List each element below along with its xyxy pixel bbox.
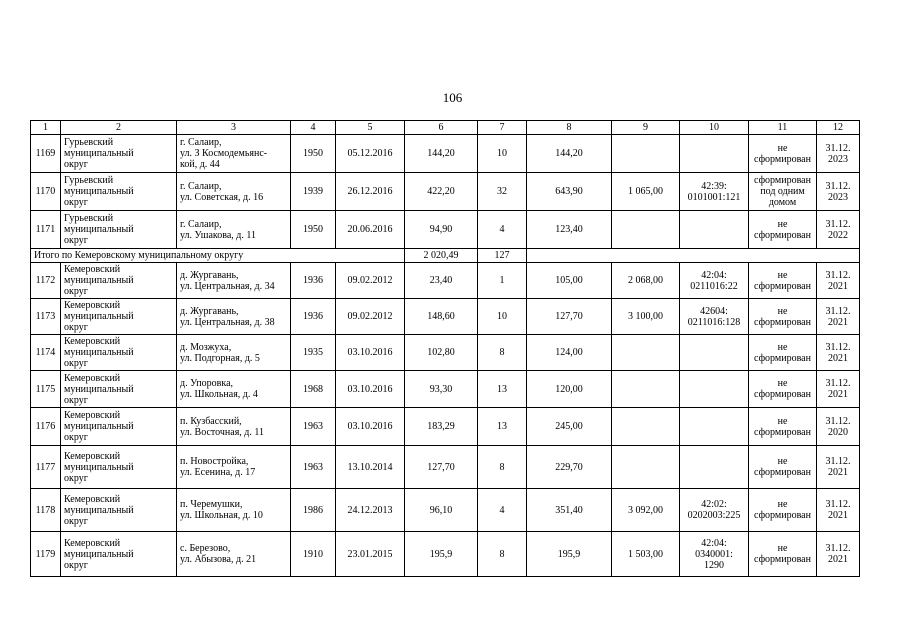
cost-cell: 1 503,00 [612,532,680,577]
cost-cell: 3 100,00 [612,299,680,335]
area-cell: 183,29 [405,408,478,446]
date-cell: 09.02.2012 [336,299,405,335]
column-header: 8 [527,121,612,135]
year-built-cell: 1950 [291,211,336,249]
column-header: 9 [612,121,680,135]
land-area-cell: 105,00 [527,263,612,299]
table-row [31,135,860,173]
column-header: 2 [61,121,177,135]
year-built-cell: 1910 [291,532,336,577]
column-header-row [31,121,860,135]
row-number: 1173 [31,299,61,335]
cadastral-number-cell [680,335,749,371]
total-row [31,249,860,263]
cadastral-number-cell [680,408,749,446]
column-header: 6 [405,121,478,135]
table-row [31,446,860,489]
date-cell: 26.12.2016 [336,173,405,211]
deadline-cell: 31.12. 2023 [817,173,860,211]
municipality-cell: Кемеровский муниципальный округ [61,489,177,532]
deadline-cell: 31.12. 2021 [817,446,860,489]
column-header: 4 [291,121,336,135]
land-area-cell: 127,70 [527,299,612,335]
cadastral-number-cell: 42604: 0211016:128 [680,299,749,335]
municipality-cell: Кемеровский муниципальный округ [61,299,177,335]
date-cell: 03.10.2016 [336,335,405,371]
land-area-cell: 351,40 [527,489,612,532]
deadline-cell: 31.12. 2021 [817,299,860,335]
area-cell: 127,70 [405,446,478,489]
address-cell: п. Кузбасский, ул. Восточная, д. 11 [177,408,291,446]
date-cell: 03.10.2016 [336,408,405,446]
table-row [31,489,860,532]
date-cell: 20.06.2016 [336,211,405,249]
status-cell: не сформирован [749,532,817,577]
address-cell: п. Новостройка, ул. Есенина, д. 17 [177,446,291,489]
cost-cell: 3 092,00 [612,489,680,532]
table-row [31,211,860,249]
status-cell: сформирован под одним домом [749,173,817,211]
cost-cell [612,335,680,371]
date-cell: 24.12.2013 [336,489,405,532]
status-cell: не сформирован [749,446,817,489]
cost-cell: 2 068,00 [612,263,680,299]
date-cell: 13.10.2014 [336,446,405,489]
row-number: 1171 [31,211,61,249]
table-row [31,263,860,299]
total-empty [527,249,860,263]
area-cell: 195,9 [405,532,478,577]
row-number: 1175 [31,371,61,408]
cost-cell [612,446,680,489]
table-row [31,335,860,371]
table-row [31,173,860,211]
area-cell: 102,80 [405,335,478,371]
cost-cell [612,211,680,249]
cost-cell: 1 065,00 [612,173,680,211]
year-built-cell: 1963 [291,446,336,489]
cadastral-number-cell: 42:04: 0211016:22 [680,263,749,299]
municipality-cell: Кемеровский муниципальный округ [61,446,177,489]
status-cell: не сформирован [749,211,817,249]
residents-cell: 1 [478,263,527,299]
column-header: 1 [31,121,61,135]
cadastral-number-cell [680,446,749,489]
land-area-cell: 120,00 [527,371,612,408]
row-number: 1170 [31,173,61,211]
deadline-cell: 31.12. 2023 [817,135,860,173]
total-residents: 127 [478,249,527,263]
date-cell: 03.10.2016 [336,371,405,408]
residents-cell: 13 [478,408,527,446]
status-cell: не сформирован [749,299,817,335]
municipality-cell: Кемеровский муниципальный округ [61,263,177,299]
land-area-cell: 124,00 [527,335,612,371]
row-number: 1174 [31,335,61,371]
cadastral-number-cell [680,371,749,408]
land-area-cell: 229,70 [527,446,612,489]
year-built-cell: 1968 [291,371,336,408]
row-number: 1178 [31,489,61,532]
address-cell: г. Салаир, ул. З Космодемьянс- кой, д. 44 [177,135,291,173]
deadline-cell: 31.12. 2021 [817,335,860,371]
cadastral-number-cell: 42:02: 0202003:225 [680,489,749,532]
address-cell: г. Салаир, ул. Советская, д. 16 [177,173,291,211]
table-row [31,371,860,408]
year-built-cell: 1939 [291,173,336,211]
address-cell: д. Мозжуха, ул. Подгорная, д. 5 [177,335,291,371]
column-header: 12 [817,121,860,135]
area-cell: 93,30 [405,371,478,408]
land-area-cell: 245,00 [527,408,612,446]
register-table [30,120,860,577]
cost-cell [612,135,680,173]
column-header: 7 [478,121,527,135]
municipality-cell: Гурьевский муниципальный округ [61,173,177,211]
land-area-cell: 643,90 [527,173,612,211]
cost-cell [612,408,680,446]
row-number: 1177 [31,446,61,489]
area-cell: 144,20 [405,135,478,173]
deadline-cell: 31.12. 2021 [817,371,860,408]
area-cell: 96,10 [405,489,478,532]
address-cell: д. Жургавань, ул. Центральная, д. 34 [177,263,291,299]
cadastral-number-cell: 42:04: 0340001: 1290 [680,532,749,577]
year-built-cell: 1950 [291,135,336,173]
residents-cell: 4 [478,211,527,249]
year-built-cell: 1936 [291,263,336,299]
year-built-cell: 1936 [291,299,336,335]
table-row [31,408,860,446]
municipality-cell: Кемеровский муниципальный округ [61,408,177,446]
deadline-cell: 31.12. 2021 [817,263,860,299]
address-cell: с. Березово, ул. Абызова, д. 21 [177,532,291,577]
column-header: 3 [177,121,291,135]
year-built-cell: 1963 [291,408,336,446]
status-cell: не сформирован [749,263,817,299]
municipality-cell: Кемеровский муниципальный округ [61,371,177,408]
residents-cell: 10 [478,299,527,335]
deadline-cell: 31.12. 2021 [817,532,860,577]
municipality-cell: Кемеровский муниципальный округ [61,335,177,371]
column-header: 5 [336,121,405,135]
year-built-cell: 1935 [291,335,336,371]
residents-cell: 10 [478,135,527,173]
year-built-cell: 1986 [291,489,336,532]
table-row [31,299,860,335]
status-cell: не сформирован [749,371,817,408]
residents-cell: 4 [478,489,527,532]
column-header: 11 [749,121,817,135]
total-label: Итого по Кемеровскому муниципальному округу [31,249,405,263]
address-cell: д. Жургавань, ул. Центральная, д. 38 [177,299,291,335]
municipality-cell: Кемеровский муниципальный округ [61,532,177,577]
residents-cell: 8 [478,532,527,577]
deadline-cell: 31.12. 2021 [817,489,860,532]
residents-cell: 8 [478,335,527,371]
column-header: 10 [680,121,749,135]
land-area-cell: 195,9 [527,532,612,577]
cadastral-number-cell: 42:39: 0101001:121 [680,173,749,211]
land-area-cell: 144,20 [527,135,612,173]
area-cell: 148,60 [405,299,478,335]
deadline-cell: 31.12. 2022 [817,211,860,249]
row-number: 1179 [31,532,61,577]
cadastral-number-cell [680,135,749,173]
residents-cell: 13 [478,371,527,408]
area-cell: 23,40 [405,263,478,299]
cost-cell [612,371,680,408]
page-number: 106 [442,90,463,105]
municipality-cell: Гурьевский муниципальный округ [61,211,177,249]
area-cell: 422,20 [405,173,478,211]
deadline-cell: 31.12. 2020 [817,408,860,446]
area-cell: 94,90 [405,211,478,249]
row-number: 1176 [31,408,61,446]
table-row [31,532,860,577]
land-area-cell: 123,40 [527,211,612,249]
status-cell: не сформирован [749,408,817,446]
address-cell: п. Черемушки, ул. Школьная, д. 10 [177,489,291,532]
date-cell: 09.02.2012 [336,263,405,299]
residents-cell: 8 [478,446,527,489]
status-cell: не сформирован [749,489,817,532]
status-cell: не сформирован [749,335,817,371]
date-cell: 05.12.2016 [336,135,405,173]
status-cell: не сформирован [749,135,817,173]
residents-cell: 32 [478,173,527,211]
municipality-cell: Гурьевский муниципальный округ [61,135,177,173]
row-number: 1169 [31,135,61,173]
cadastral-number-cell [680,211,749,249]
row-number: 1172 [31,263,61,299]
total-area: 2 020,49 [405,249,478,263]
date-cell: 23.01.2015 [336,532,405,577]
address-cell: г. Салаир, ул. Ушакова, д. 11 [177,211,291,249]
address-cell: д. Упоровка, ул. Школьная, д. 4 [177,371,291,408]
